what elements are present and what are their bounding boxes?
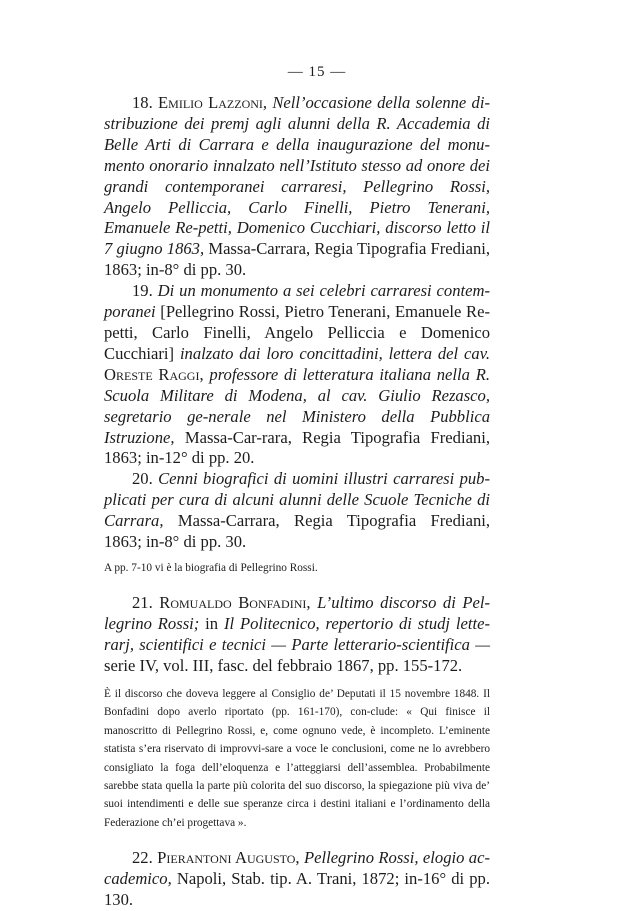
entry-18 [104, 93, 490, 281]
entry-publication: Massa-Carrara, Regia Tipografia Frediani, 1863; in-8° di pp. 30. [104, 511, 491, 552]
entry-author: Romualdo Bonfadini, [159, 593, 311, 613]
entry-title: Cenni biografici di uomini illustri carraresi pub-plicati per cura di alcuni alunni delle Scuole Tecniche di Carrara, [104, 469, 491, 531]
entry-title-cont: inalzato dai loro concittadini, lettera del cav. [179, 343, 490, 363]
entry-publication: serie IV, vol. III, fasc. del febbraio 1867, pp. 155-172. [104, 656, 463, 676]
entry-title: Pellegrino Rossi, elogio ac-cademico, [104, 848, 490, 889]
entry-title: L’ultimo discorso di Pel-legrino Rossi; [104, 593, 490, 634]
page-number: — 15 — [287, 64, 347, 80]
entry-journal: Il Politecnico, repertorio di studj lette-rarj, scientifici e tecnici — Parte letterario-scientifica — [104, 614, 490, 655]
entry-title: Nell’occasione della solenne di-stribuzione dei premj agli alunni della R. Accademia di Belle Arti di Carrara e della inaugurazione del monu-mento onorario innalzato nell’Istituto stesso ad onore dei grandi contemporanei carraresi, Pellegrino Rossi, Angelo Pelliccia, Carlo Finelli, Pietro Tenerani, Emanuele Re-petti, Domenico Cucchiari, discorso letto il 7 giugno 1863, [104, 93, 490, 259]
entry-20 [104, 469, 490, 553]
entry-author: Emilio Lazzoni, [158, 93, 268, 112]
entry-number: 22. [132, 848, 153, 868]
note-entry-20: A pp. 7-10 vi è la biografia di Pellegrino Rossi. [104, 561, 318, 574]
note-entry-21: È il discorso che doveva leggere al Consiglio de’ Deputati il 15 novembre 1848. Il Bonfadini dopo averlo riportato (pp. 161-170), con-clude: « Qui finisce il manoscritto di Pellegrino Rossi, e, come ognuno vede, è incompleto. L’eminente statista s’era riservato di improvvi-sare a voce le conclusioni, come ne lo avrebbero consigliato la foga dell’eloquenza e l’atteggiarsi dell’assemblea. Probabilmente sarebbe stata quella la parte più colorita del suo discorso, la spiegazione più viva de’ suoi intendimenti e delle sue speranze circa i destini italiani e l’ordinamento della Federazione ch’ei progettava ». [104, 687, 490, 829]
entry-21 [104, 593, 490, 677]
entry-names: [Pellegrino Rossi, Pietro Tenerani, Emanuele Re-petti, Carlo Finelli, Angelo Pelliccia e Domenico Cucchiari] [104, 302, 490, 363]
entry-title-end: professore di letteratura italiana nella R. Scuola Militare di Modena, al cav. Giulio Rezasco, segretario ge-nerale nel Ministero della Pubblica Istruzione, [104, 364, 490, 447]
entry-title: Di un monumento a sei celebri carraresi contem-poranei [104, 281, 490, 322]
entry-author: Oreste Raggi, [104, 364, 204, 384]
entry-number: 18. [132, 93, 153, 112]
entry-number: 20. [132, 469, 153, 489]
entry-22 [104, 848, 490, 911]
entry-publication: Massa-Car-rara, Regia Tipografia Frediani, 1863; in-12° di pp. 20. [104, 427, 490, 468]
entry-publication: Massa-Carrara, Regia Tipografia Frediani, 1863; in-8° di pp. 30. [104, 239, 490, 280]
entry-in: in [205, 614, 219, 634]
entry-author: Pierantoni Augusto, [157, 848, 300, 868]
entry-19 [104, 281, 490, 469]
entry-publication: Napoli, Stab. tip. A. Trani, 1872; in-16° di pp. 130. [104, 869, 490, 910]
entry-number: 19. [132, 281, 153, 301]
entry-number: 21. [132, 593, 153, 613]
bibliography-text [104, 93, 490, 911]
